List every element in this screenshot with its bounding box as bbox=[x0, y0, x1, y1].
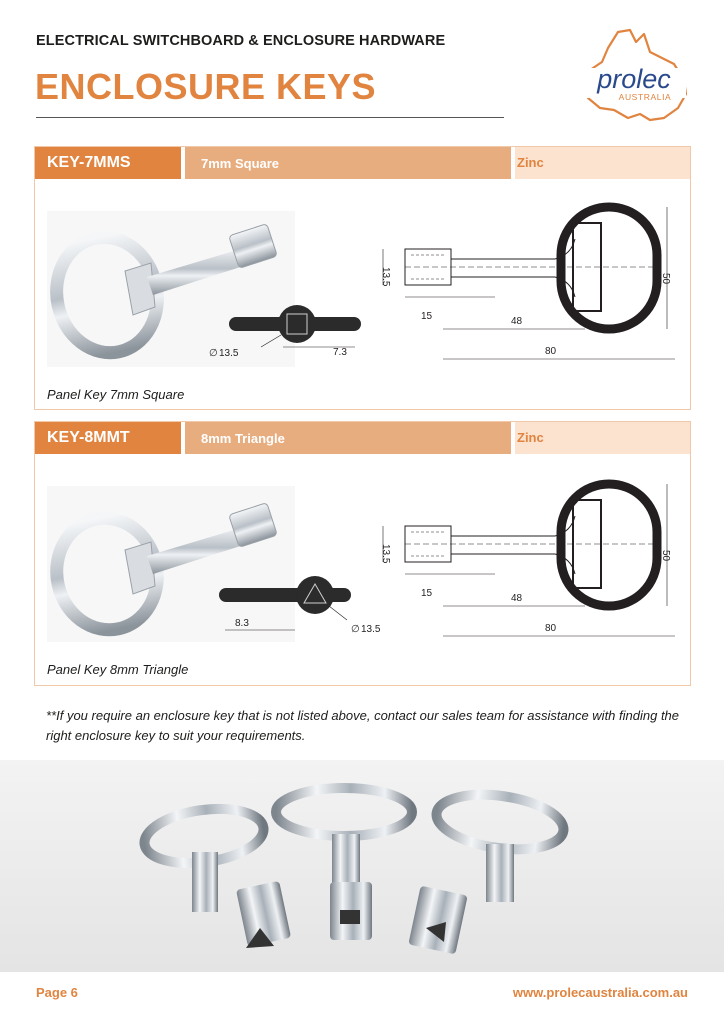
product-code: KEY-7MMS bbox=[35, 147, 181, 179]
section-size: 7.3 bbox=[333, 347, 347, 358]
enclosure-key-note: **If you require an enclosure key that is not listed above, contact our sales team for assistance with finding the right enclosure key to suit your requirements. bbox=[46, 708, 680, 743]
cross-section-drawing bbox=[215, 572, 387, 642]
product-description: 7mm Square bbox=[185, 147, 511, 179]
keys-group-photo bbox=[0, 760, 724, 972]
dimension-drawing bbox=[375, 474, 675, 646]
dim-handle: 50 bbox=[660, 273, 671, 285]
svg-text:∅: ∅ bbox=[209, 348, 218, 359]
logo-wordmark: prolec bbox=[597, 64, 671, 94]
product-card-key-8mmt bbox=[34, 421, 691, 686]
product-description: 8mm Triangle bbox=[185, 422, 511, 454]
dim-handle: 50 bbox=[660, 550, 671, 562]
product-material: Zinc bbox=[515, 147, 690, 179]
dim-tip: 15 bbox=[421, 588, 433, 599]
svg-text:∅: ∅ bbox=[351, 624, 360, 635]
product-card-key-7mms bbox=[34, 146, 691, 410]
cross-section-drawing bbox=[205, 303, 377, 373]
page-subtitle: ELECTRICAL SWITCHBOARD & ENCLOSURE HARDWARE bbox=[36, 33, 446, 49]
product-caption: Panel Key 7mm Square bbox=[47, 387, 185, 402]
product-material: Zinc bbox=[515, 422, 690, 454]
dimension-drawing bbox=[375, 199, 675, 371]
product-header bbox=[35, 147, 690, 179]
dim-total: 80 bbox=[545, 623, 557, 634]
title-divider bbox=[36, 117, 504, 118]
page-title: ENCLOSURE KEYS bbox=[35, 66, 377, 107]
dim-shaft: 48 bbox=[511, 316, 523, 327]
logo-subtext: AUSTRALIA bbox=[618, 92, 672, 102]
section-size: 8.3 bbox=[235, 618, 249, 629]
section-diameter: 13.5 bbox=[219, 348, 239, 359]
dim-height: 13.5 bbox=[380, 267, 391, 287]
product-code: KEY-8MMT bbox=[35, 422, 181, 454]
product-header bbox=[35, 422, 690, 454]
prolec-logo bbox=[578, 28, 690, 126]
page-number: Page 6 bbox=[36, 985, 78, 1000]
product-caption: Panel Key 8mm Triangle bbox=[47, 662, 189, 677]
dim-shaft: 48 bbox=[511, 593, 523, 604]
dim-total: 80 bbox=[545, 346, 557, 357]
dim-height: 13.5 bbox=[380, 544, 391, 564]
section-diameter: 13.5 bbox=[361, 624, 381, 635]
dim-tip: 15 bbox=[421, 311, 433, 322]
website-link[interactable]: www.prolecaustralia.com.au bbox=[512, 985, 688, 1000]
